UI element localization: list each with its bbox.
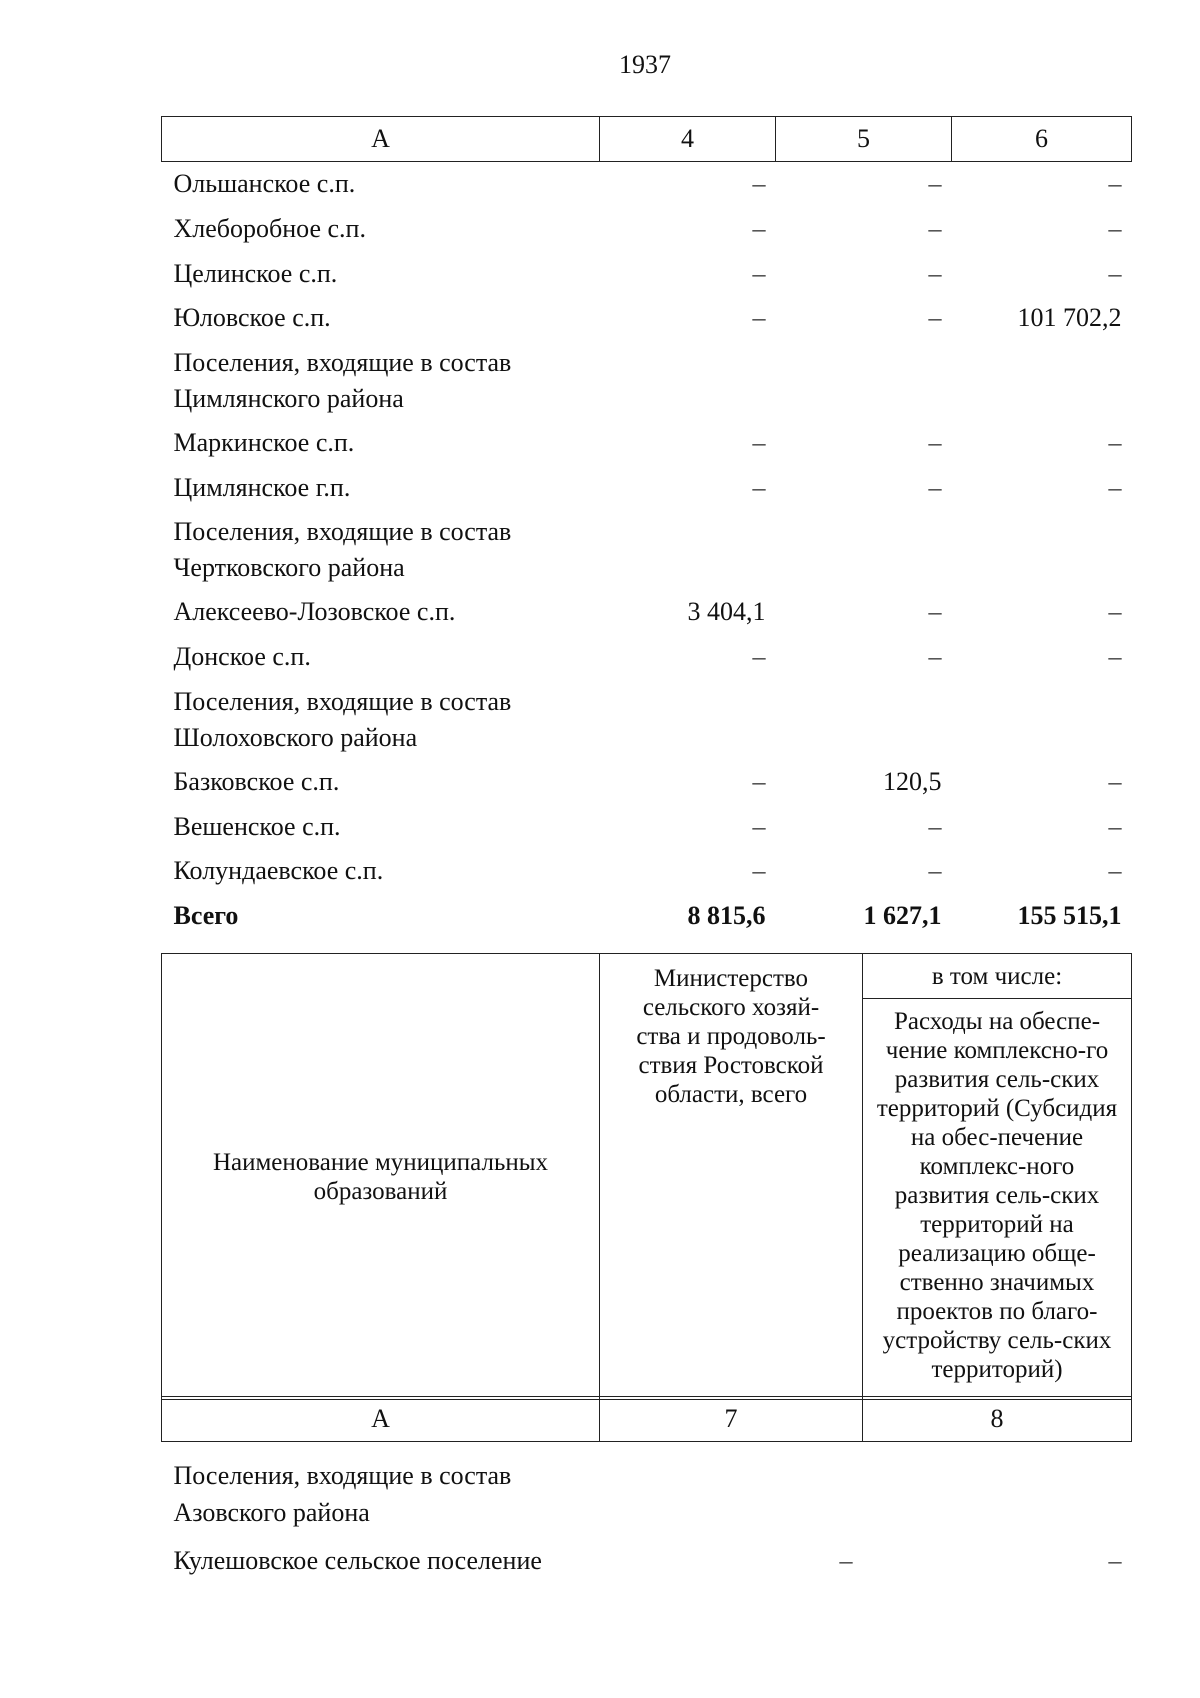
table-row [162, 760, 1132, 805]
value-col-6: 101 702,2 [1017, 303, 1122, 333]
value-col-5: – [928, 642, 942, 672]
header-row-top [162, 954, 1132, 999]
value-col-5: – [928, 428, 942, 458]
table-row [162, 207, 1132, 252]
municipality-name: Всего [173, 900, 239, 930]
value-col-5: – [928, 169, 942, 199]
table-row [162, 162, 1132, 207]
value-col-4: – [752, 428, 766, 458]
table-row [162, 849, 1132, 894]
value-col-4: – [752, 642, 766, 672]
value-col-6: – [1108, 856, 1122, 886]
group-title-line1: Поселения, входящие в состав [173, 517, 512, 547]
header-col-6: 6 [952, 117, 1132, 162]
value-col-7: – [839, 1546, 853, 1575]
municipality-name: Хлеборобное с.п. [173, 214, 366, 244]
table-body [162, 162, 1132, 939]
value-col-4: – [752, 214, 766, 244]
value-col-4: – [752, 856, 766, 886]
value-col-5: – [928, 258, 942, 288]
municipality-name: Кулешовское сельское поселение [173, 1546, 542, 1575]
group-title-line2: Цимлянского района [173, 383, 404, 413]
value-col-4: 3 404,1 [687, 597, 766, 627]
value-col-4: – [752, 811, 766, 841]
municipality-name: Цимлянское г.п. [173, 472, 351, 502]
group-title-line1: Поселения, входящие в состав [173, 686, 512, 716]
header-including: в том числе: [863, 954, 1132, 999]
header-col-a-2: А [162, 1397, 600, 1442]
group-row-azov [162, 1442, 1132, 1537]
value-col-6: – [1108, 169, 1122, 199]
table-row [162, 421, 1132, 466]
value-col-4: – [752, 258, 766, 288]
municipality-name: Маркинское с.п. [173, 428, 355, 458]
value-col-5: – [928, 214, 942, 244]
value-col-4: – [752, 169, 766, 199]
value-col-5: – [928, 856, 942, 886]
value-col-5: 1 627,1 [863, 900, 942, 930]
value-col-4: – [752, 766, 766, 796]
header-col-4: 4 [600, 117, 776, 162]
municipality-name: Вешенское с.п. [173, 811, 341, 841]
value-col-6: – [1108, 428, 1122, 458]
municipality-name: Юловское с.п. [173, 303, 331, 333]
group-title-line2: Чертковского района [173, 553, 405, 583]
municipality-name: Колундаевское с.п. [173, 856, 384, 886]
municipality-name: Базковское с.п. [173, 766, 340, 796]
table3-header-row [162, 1397, 1132, 1442]
group-title-line2: Шолоховского района [173, 722, 418, 752]
value-col-4: 8 815,6 [687, 900, 766, 930]
table-row [162, 635, 1132, 680]
value-col-4: – [752, 472, 766, 502]
table-header-part2 [161, 953, 1132, 1400]
value-col-5: – [928, 303, 942, 333]
total-row [162, 894, 1132, 939]
group-title-line2: Азовского района [173, 1498, 370, 1527]
table-row [162, 590, 1132, 635]
header-rural-development-expenses: Расходы на обеспе-чение комплексно-го развития сель-ских территорий (Субсидия на обес-печение комплекс-ного развития сель-ских территорий на реализацию обще-ственно значимых проектов по благо-устройству сель-ских территорий) [863, 999, 1132, 1400]
value-col-6: – [1108, 811, 1122, 841]
table-row [162, 1536, 1132, 1586]
value-col-5: – [928, 811, 942, 841]
group-title [162, 1442, 1132, 1537]
value-col-5: – [928, 472, 942, 502]
value-col-6: 155 515,1 [1017, 900, 1122, 930]
table-municipal-funds-part1 [161, 116, 1132, 938]
group-title [162, 680, 1132, 760]
group-title-line1: Поселения, входящие в состав [173, 1461, 512, 1490]
value-col-8: – [1108, 1546, 1122, 1575]
table-row [162, 296, 1132, 341]
group-row [162, 510, 1132, 590]
group-title [162, 510, 1132, 590]
value-col-6: – [1108, 258, 1122, 288]
header-col-a: А [162, 117, 600, 162]
header-col-7: 7 [600, 1397, 863, 1442]
value-col-6: – [1108, 642, 1122, 672]
value-col-4: – [752, 303, 766, 333]
municipality-name: Донское с.п. [173, 642, 311, 672]
value-col-6: – [1108, 214, 1122, 244]
group-row [162, 341, 1132, 421]
value-col-5: – [928, 597, 942, 627]
page-number: 1937 [619, 50, 671, 79]
municipality-name: Целинское с.п. [173, 258, 338, 288]
municipality-name: Ольшанское с.п. [173, 169, 356, 199]
header-municipal-names: Наименование муниципальных образований [162, 954, 600, 1400]
table-row [162, 251, 1132, 296]
table-row [162, 465, 1132, 510]
header-col-5: 5 [776, 117, 952, 162]
value-col-6: – [1108, 766, 1122, 796]
group-title [162, 341, 1132, 421]
header-col-8: 8 [863, 1397, 1132, 1442]
value-col-5: 120,5 [883, 766, 942, 796]
value-col-6: – [1108, 597, 1122, 627]
table-municipal-funds-part2 [161, 1396, 1132, 1586]
header-ministry-total: Министерство сельского хозяй-ства и продоволь-ствия Ростовской области, всего [600, 954, 863, 1400]
value-col-6: – [1108, 472, 1122, 502]
table-header-row [162, 117, 1132, 162]
table-row [162, 804, 1132, 849]
group-title-line1: Поселения, входящие в состав [173, 347, 512, 377]
group-row [162, 680, 1132, 760]
municipality-name: Алексеево-Лозовское с.п. [173, 597, 456, 627]
